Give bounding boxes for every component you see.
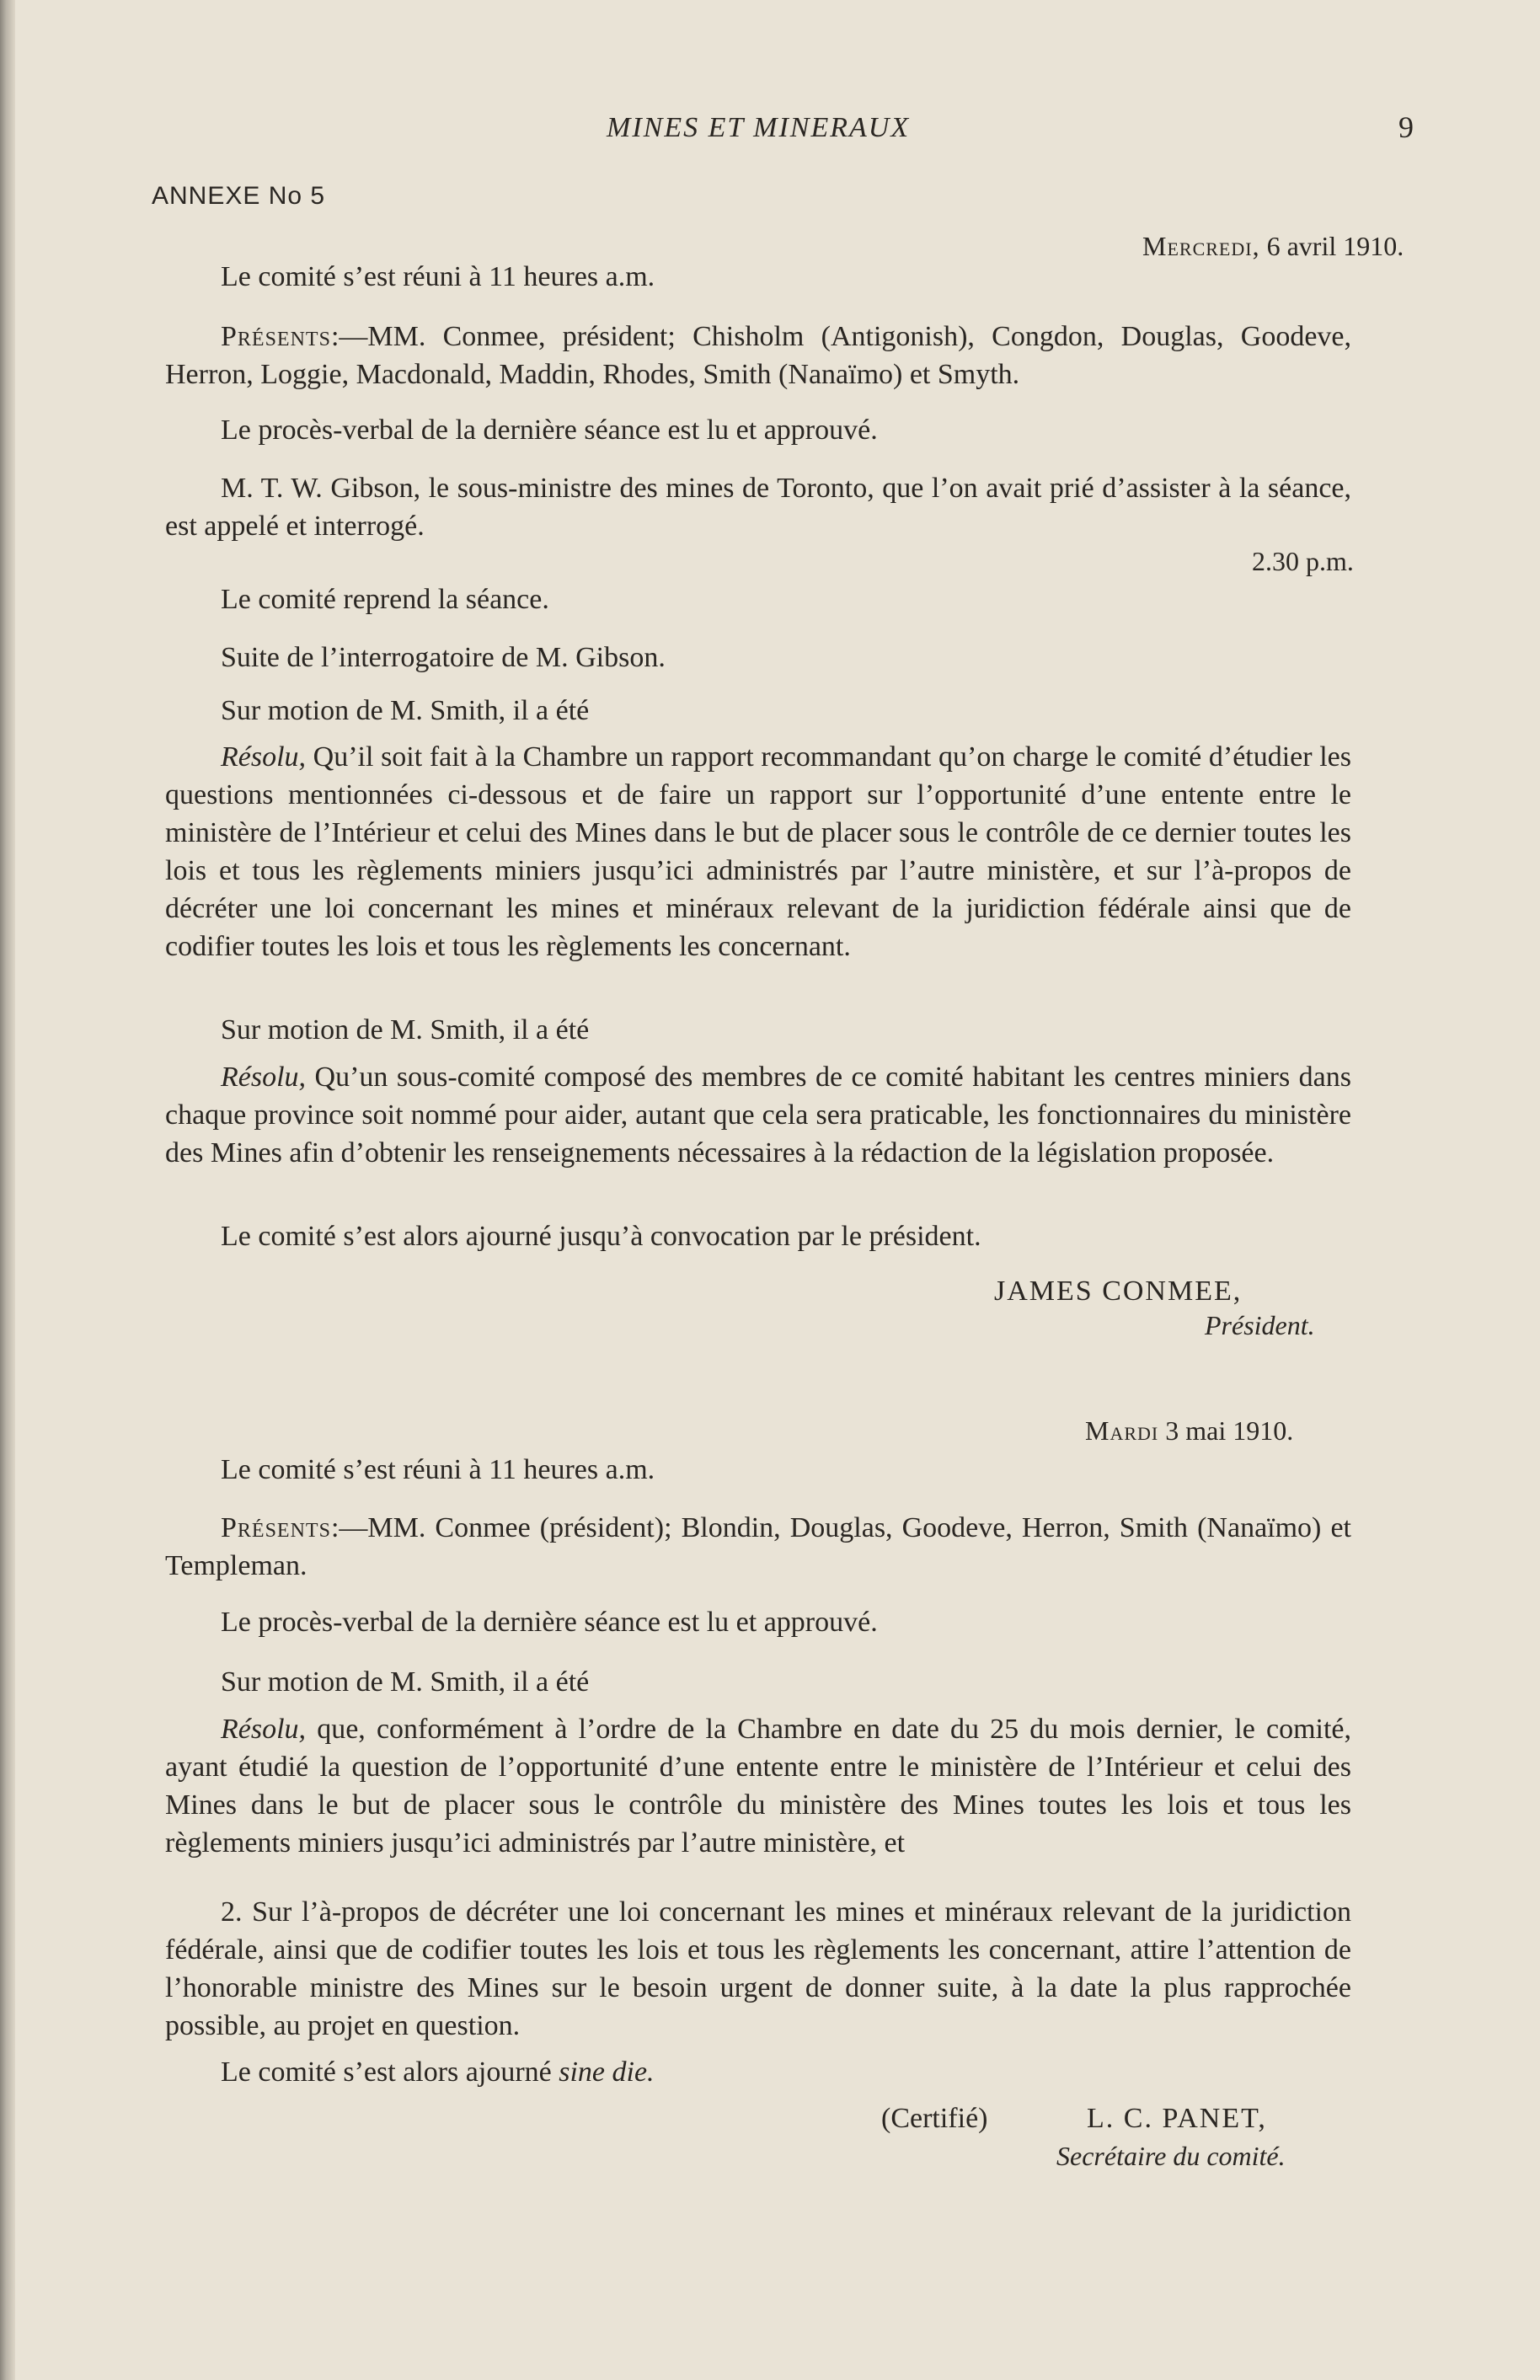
presents-label: Présents [221, 321, 331, 352]
meeting1-motion1-intro: Sur motion de M. Smith, il a été [221, 695, 590, 726]
meeting1-opening: Le comité s’est réuni à 11 heures a.m. [221, 261, 655, 292]
resolved-word: Résolu, [221, 1714, 307, 1745]
presents-text: :—MM. Conmee, président; Chisholm (Antigonish), Congdon, Douglas, Goodeve, Herron, Loggie, Macdonald, Maddin, Rhodes, Smith (Nanaïmo) et Smyth. [165, 321, 1351, 390]
certified-label: (Certifié) [881, 2103, 988, 2134]
meeting1-motion2-intro: Sur motion de M. Smith, il a été [221, 1014, 590, 1046]
meeting2-date-day: Mardi [1085, 1415, 1159, 1446]
meeting1-motion1 [165, 738, 1351, 965]
meeting1-date [1142, 231, 1404, 262]
meeting1-presents [165, 318, 1351, 393]
presents-label: Présents [221, 1512, 331, 1543]
meeting2-motion [165, 1710, 1351, 1862]
meeting2-signature-name: L. C. PANET, [1087, 2103, 1267, 2134]
meeting1-minutes: Le procès-verbal de la dernière séance est lu et approuvé. [221, 414, 878, 446]
meeting1-date-rest: 6 avril 1910. [1266, 231, 1404, 261]
resolved-word: Résolu, [221, 741, 307, 773]
resolved-word: Résolu, [221, 1062, 307, 1093]
meeting1-adjourn: Le comité s’est alors ajourné jusqu’à convocation par le président. [221, 1221, 981, 1252]
meeting1-witness: M. T. W. Gibson, le sous-ministre des mines de Toronto, que l’on avait prié d’assister à la séance, est appelé et interrogé. [165, 473, 1351, 542]
presents-text: :—MM. Conmee (président); Blondin, Douglas, Goodeve, Herron, Smith (Nanaïmo) et Templeman. [165, 1512, 1351, 1581]
page-number: 9 [1398, 110, 1414, 144]
meeting1-motion2 [165, 1058, 1351, 1172]
running-title: MINES ET MINERAUX [607, 112, 911, 143]
meeting2-point2: 2. Sur l’à-propos de décréter une loi concernant les mines et minéraux relevant de la juridiction fédérale, ainsi que de codifier toutes les lois et tous les règlements les concernant, attire l’attention de l’honorable ministre des Mines sur le besoin urgent de donner suite, à la date la plus rapprochée possible, au projet en question. [165, 1896, 1351, 2041]
motion1-text: Qu’il soit fait à la Chambre un rapport recommandant qu’on charge le comité d’étudier les questions mentionnées ci-dessous et de faire un rapport sur l’opportunité d’une entente entre le ministère de l’Intérieur et celui des Mines dans le but de placer sous le contrôle de ce dernier toutes les lois et tous les règlements miniers jusqu’ici administrés par l’autre ministère, et sur l’à-propos de décréter une loi concernant les mines et minéraux relevant de la juridiction fédérale ainsi que de codifier toutes les lois et tous les règlements les concernant. [165, 741, 1351, 962]
adjourn-italic: sine die. [559, 2056, 655, 2088]
meeting2-minutes: Le procès-verbal de la dernière séance est lu et approuvé. [221, 1607, 878, 1638]
motion2-text: Qu’un sous-comité composé des membres de ce comité habitant les centres miniers dans chaque province soit nommé pour aider, autant que cela sera praticable, les fonctionnaires du ministère des Mines afin d’obtenir les renseignements nécessaires à la rédaction de la législation proposée. [165, 1062, 1351, 1169]
meeting2-date [1085, 1415, 1293, 1447]
meeting2-motion-intro: Sur motion de M. Smith, il a été [221, 1666, 590, 1698]
meeting2-adjourn [221, 2056, 655, 2089]
meeting1-signature-title: Président. [1205, 1310, 1315, 1340]
adjourn-text: Le comité s’est alors ajourné [221, 2056, 559, 2088]
meeting1-continuation: Suite de l’interrogatoire de M. Gibson. [221, 642, 666, 673]
meeting1-signature-name: JAMES CONMEE, [994, 1276, 1243, 1307]
meeting2-presents [165, 1509, 1351, 1585]
meeting1-date-day: Mercredi, [1142, 231, 1260, 261]
meeting1-time: 2.30 p.m. [1252, 546, 1354, 576]
motion-text: que, conformément à l’ordre de la Chambre en date du 25 du mois dernier, le comité, ayant étudié la question de l’opportunité d’une entente entre le ministère de l’Intérieur et celui des Mines dans le but de placer sous le contrôle du ministère des Mines toutes les lois et tous les règlements miniers jusqu’ici administrés par l’autre ministère, et [165, 1714, 1351, 1859]
meeting1-resumes: Le comité reprend la séance. [221, 584, 549, 615]
meeting2-signature-title: Secrétaire du comité. [1056, 2141, 1286, 2171]
annexe-label: ANNEXE No 5 [152, 182, 326, 210]
meeting2-opening: Le comité s’est réuni à 11 heures a.m. [221, 1454, 655, 1485]
meeting2-date-rest: 3 mai 1910. [1165, 1415, 1294, 1446]
